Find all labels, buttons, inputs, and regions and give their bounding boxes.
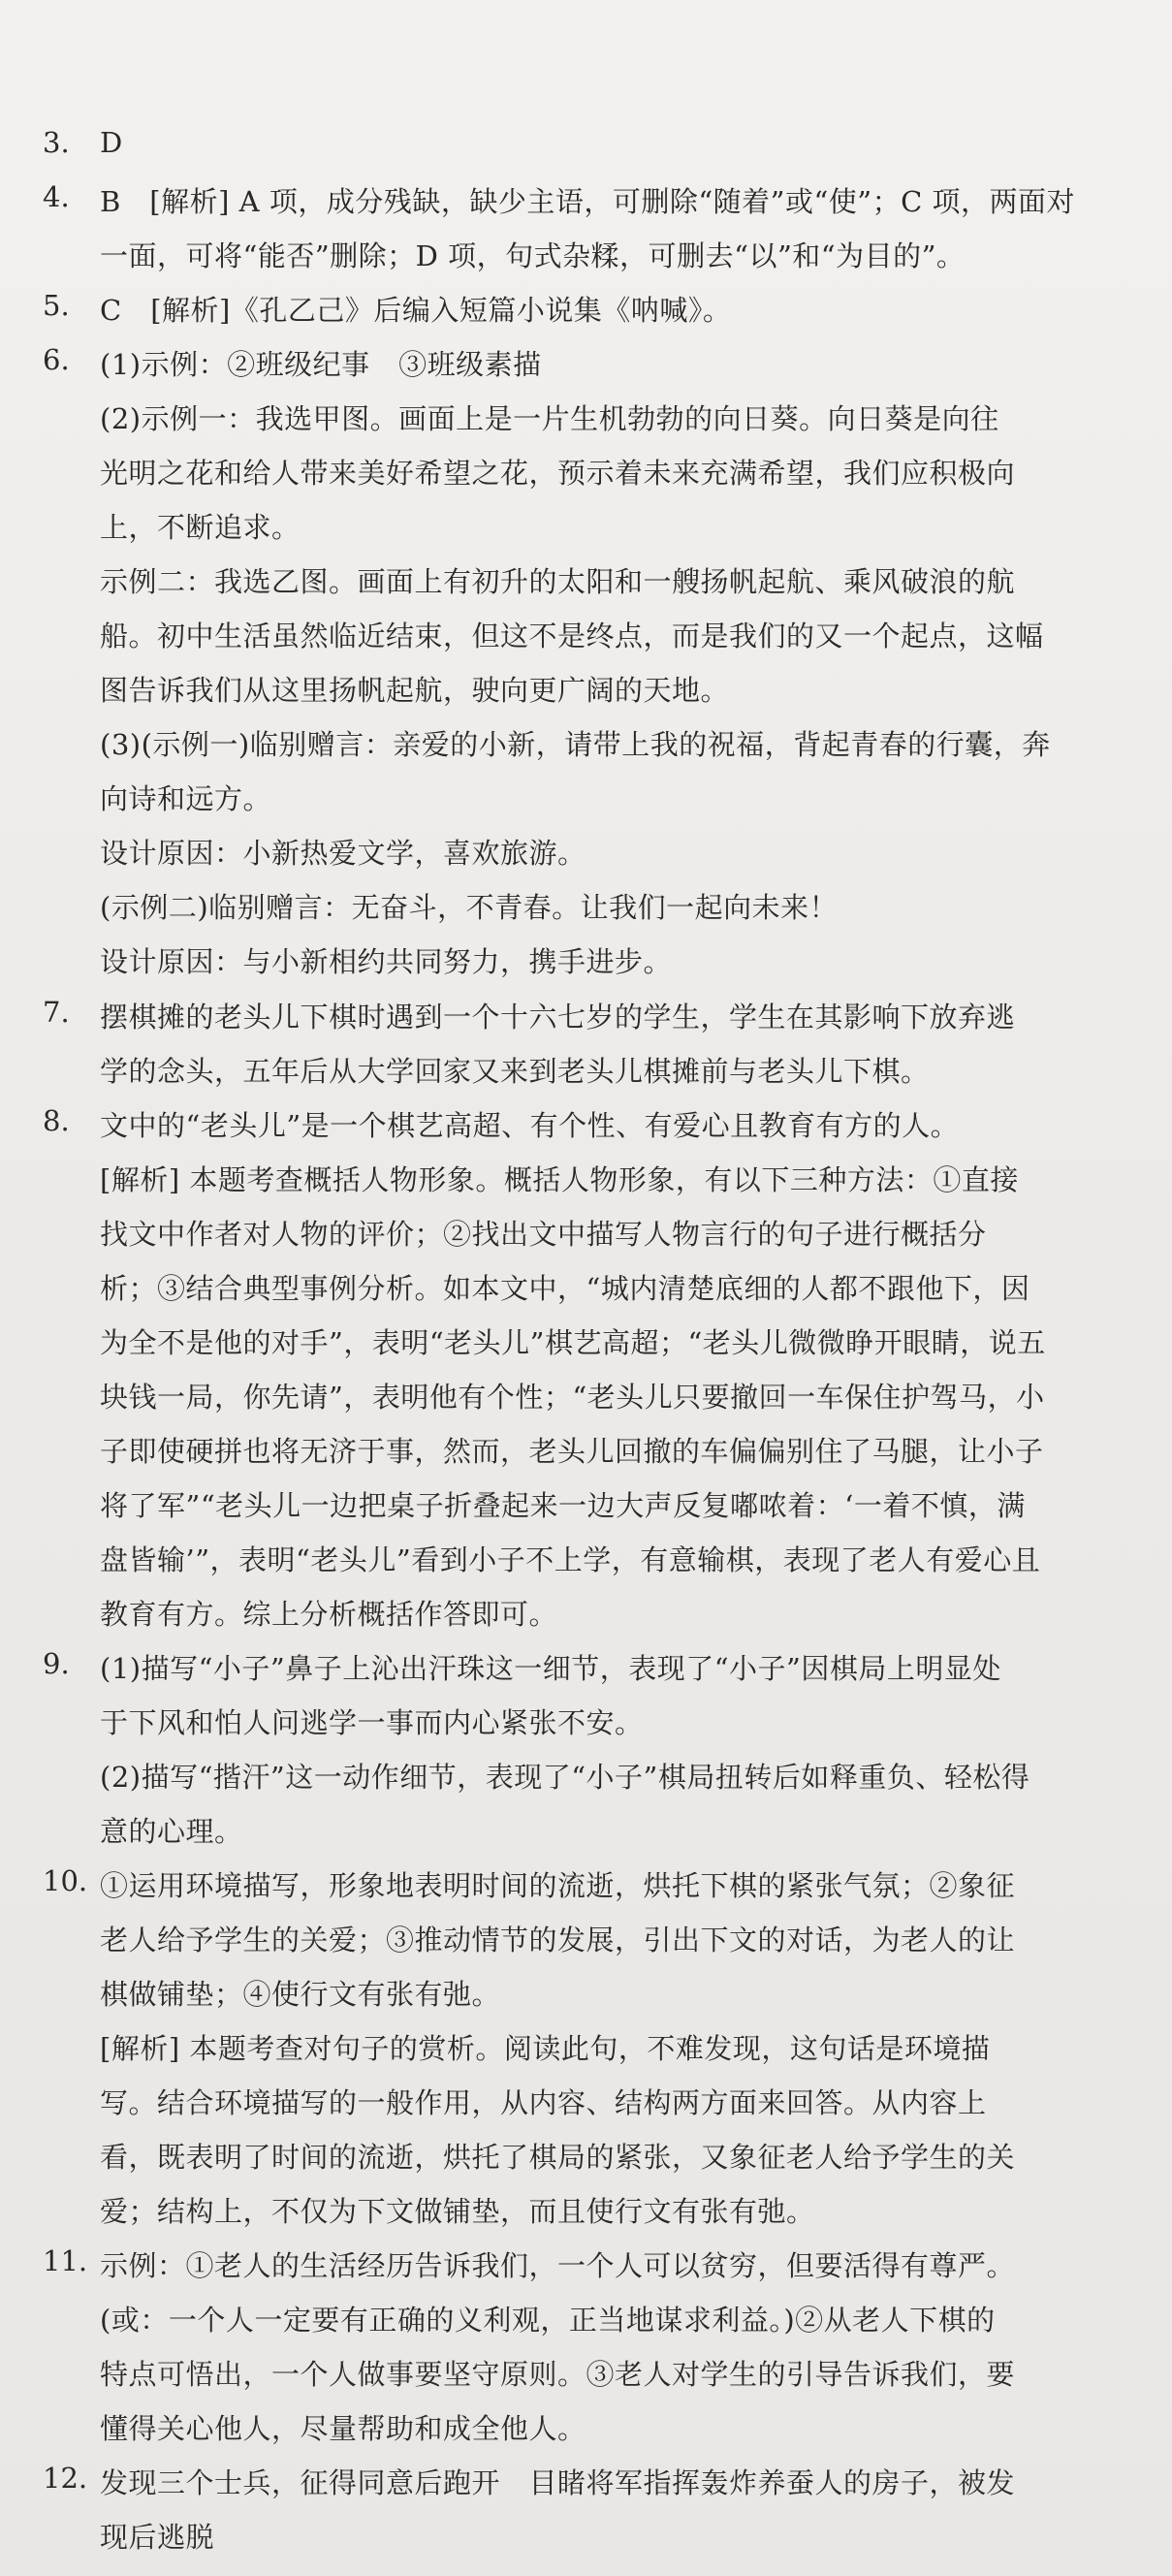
item-number: 8.: [43, 1104, 70, 1137]
answer-line: [解析] 本题考查概括人物形象。概括人物形象，有以下三种方法：①直接: [100, 1163, 1019, 1196]
answer-line: 析；③结合典型事例分析。如本文中，“城内清楚底细的人都不跟他下，因: [100, 1272, 1030, 1305]
answer-line: 向诗和远方。: [100, 782, 272, 815]
answer-line: 图告诉我们从这里扬帆起航，驶向更广阔的天地。: [100, 674, 730, 707]
answer-line: 写。结合环境描写的一般作用，从内容、结构两方面来回答。从内容上: [100, 2086, 987, 2119]
answer-line: 为全不是他的对手”，表明“老头儿”棋艺高超；“老头儿微微睁开眼睛，说五: [100, 1326, 1046, 1359]
answer-line: 一面，可将“能否”删除；D 项，句式杂糅，可删去“以”和“为目的”。: [100, 239, 966, 272]
answer-line: 摆棋摊的老头儿下棋时遇到一个十六七岁的学生，学生在其影响下放弃逃: [100, 1001, 1016, 1034]
answer-line: 特点可悟出，一个人做事要坚守原则。③老人对学生的引导告诉我们，要: [100, 2358, 1016, 2391]
answer-line: 示例二：我选乙图。画面上有初升的太阳和一艘扬帆起航、乘风破浪的航: [100, 565, 1016, 598]
item-number: 7.: [43, 996, 70, 1029]
answer-line: 设计原因：与小新相约共同努力，携手进步。: [100, 945, 673, 978]
answer-line: 找文中作者对人物的评价；②找出文中描写人物言行的句子进行概括分: [100, 1218, 987, 1251]
answer-line: 爱；结构上，不仅为下文做铺垫，而且使行文有张有弛。: [100, 2195, 815, 2228]
answer-line: 现后逃脱: [100, 2521, 215, 2554]
answer-line: 示例：①老人的生活经历告诉我们，一个人可以贫穷，但要活得有尊严。: [100, 2249, 1016, 2282]
answer-line: 将了军”“老头儿一边把桌子折叠起来一边大声反复嘟哝着：‘一着不慎，满: [100, 1489, 1026, 1522]
item-number: 10.: [43, 1864, 88, 1897]
answer-line: 棋做铺垫；④使行文有张有弛。: [100, 1978, 501, 2011]
answer-line: [解析] 本题考查对句子的赏析。阅读此句，不难发现，这句话是环境描: [100, 2032, 991, 2065]
item-number: 5.: [43, 289, 70, 322]
answer-line: (1)描写“小子”鼻子上沁出汗珠这一细节，表现了“小子”因棋局上明显处: [100, 1652, 1001, 1685]
answer-line: 意的心理。: [100, 1815, 243, 1848]
answer-line: C [解析]《孔乙己》后编入短篇小说集《呐喊》。: [100, 294, 732, 327]
answer-line: 块钱一局，你先请”，表明他有个性；“老头儿只要撤回一车保住护驾马，小: [100, 1381, 1045, 1414]
item-number: 6.: [43, 343, 70, 376]
item-number: 9.: [43, 1647, 70, 1680]
answer-line: ①运用环境描写，形象地表明时间的流逝，烘托下棋的紧张气氛；②象征: [100, 1869, 1016, 1902]
answer-line: (3)(示例一)临别赠言：亲爱的小新，请带上我的祝福，背起青春的行囊，奔: [100, 728, 1051, 761]
answer-line: 看，既表明了时间的流逝，烘托了棋局的紧张，又象征老人给予学生的关: [100, 2141, 1016, 2174]
answer-line: (2)示例一：我选甲图。画面上是一片生机勃勃的向日葵。向日葵是向往: [100, 402, 999, 435]
answer-line: 子即使硬拼也将无济于事，然而，老头儿回撤的车偏偏别住了马腿，让小子: [100, 1435, 1044, 1468]
answer-line: B [解析] A 项，成分残缺，缺少主语，可删除“随着”或“使”；C 项，两面对: [100, 185, 1076, 218]
item-number: 11.: [43, 2244, 88, 2277]
answer-line: 发现三个士兵，征得同意后跑开 目睹将军指挥轰炸养蚕人的房子，被发: [100, 2466, 1016, 2499]
answer-line: 上，不断追求。: [100, 511, 301, 544]
answer-line: (2)描写“揩汗”这一动作细节，表现了“小子”棋局扭转后如释重负、轻松得: [100, 1761, 1030, 1794]
answer-line: (或：一个人一定要有正确的义利观，正当地谋求利益。)②从老人下棋的: [100, 2304, 996, 2337]
answer-line: 老人给予学生的关爱；③推动情节的发展，引出下文的对话，为老人的让: [100, 1924, 1016, 1956]
answer-line: 船。初中生活虽然临近结束，但这不是终点，而是我们的又一个起点，这幅: [100, 620, 1044, 652]
answer-line: 教育有方。综上分析概括作答即可。: [100, 1598, 558, 1631]
answer-line: 学的念头，五年后从大学回家又来到老头儿棋摊前与老头儿下棋。: [100, 1055, 930, 1088]
answer-line: 设计原因：小新热爱文学，喜欢旅游。: [100, 837, 586, 870]
item-number: 4.: [43, 180, 70, 213]
answer-line: D: [100, 126, 123, 159]
answer-line: 盘皆输’”，表明“老头儿”看到小子不上学，有意输棋，表现了老人有爱心且: [100, 1543, 1041, 1576]
answer-line: (示例二)临别赠言：无奋斗，不青春。让我们一起向未来！: [100, 891, 839, 924]
item-number: 3.: [43, 126, 70, 159]
answer-line: (1)示例：②班级纪事 ③班级素描: [100, 348, 542, 381]
item-number: 12.: [43, 2462, 88, 2495]
answer-line: 文中的“老头儿”是一个棋艺高超、有个性、有爱心且教育有方的人。: [100, 1109, 960, 1142]
answer-line: 于下风和怕人问逃学一事而内心紧张不安。: [100, 1706, 644, 1739]
answer-line: 光明之花和给人带来美好希望之花，预示着未来充满希望，我们应积极向: [100, 457, 1016, 490]
answer-line: 懂得关心他人，尽量帮助和成全他人。: [100, 2412, 586, 2445]
